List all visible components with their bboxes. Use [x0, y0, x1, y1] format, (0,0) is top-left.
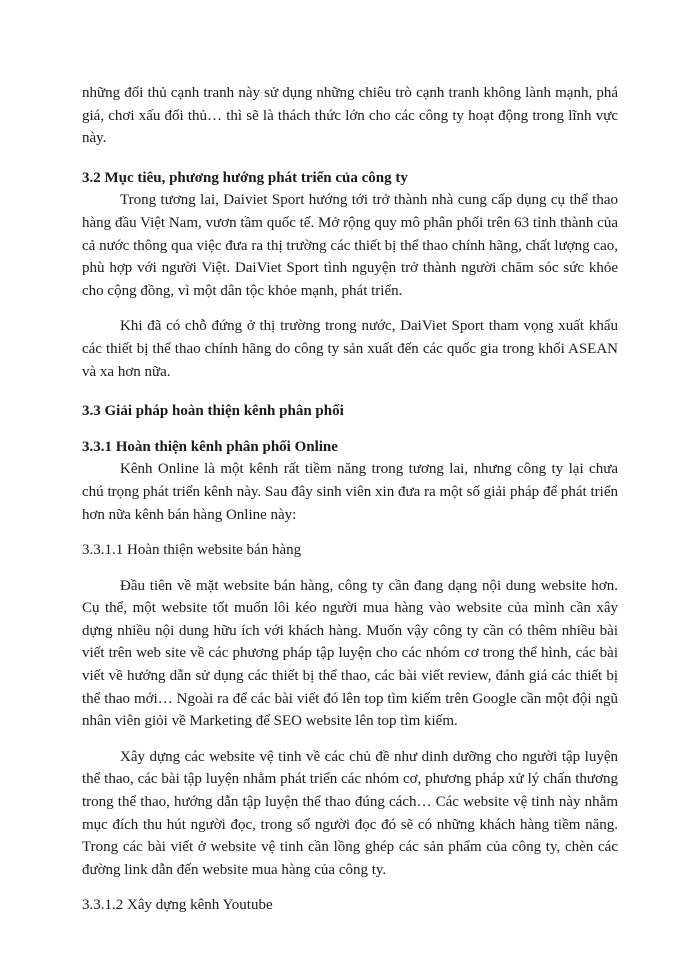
paragraph-goals: Trong tương lai, Daiviet Sport hướng tới trở thành nhà cung cấp dụng cụ thể thao hàng đầu Việt Nam, vươn tầm quốc tế. Mở rộng quy mô phân phối trên 63 tỉnh thành của cả nước thông qua việc đưa ra thị trường các thiết bị thể thao chính hãng, chất lượng cao, phù hợp với người Việt. DaiViet Sport tình nguyện trở thành người chăm sóc sức khỏe cho cộng đồng, vì một dân tộc khỏe mạnh, phát triển. — [82, 192, 618, 299]
heading-section-3-3-1: 3.3.1 Hoàn thiện kênh phân phối Online — [82, 438, 338, 455]
paragraph-continuation: những đối thủ cạnh tranh này sử dụng những chiêu trò cạnh tranh không lành mạnh, phá giá, chơi xấu đối thủ… thì sẽ là thách thức lớn cho các công ty hoạt động trong lĩnh vực này. — [82, 85, 618, 147]
heading-section-3-3-1-2: 3.3.1.2 Xây dựng kênh Youtube — [82, 897, 273, 914]
paragraph-website-content: Đầu tiên về mặt website bán hàng, công ty cần đang dạng nội dung website hơn. Cụ thể, một website tốt muốn lôi kéo người mua hàng vào website của mình cần xây dựng nhiều nội dung hữu ích với khách hàng. Muốn vậy công ty cần có thêm nhiều bài viết trên web site về các phương pháp tập luyện cho các nhóm cơ trong thể hình, các bài viết về hướng dẫn sử dụng các thiết bị thể thao, các bài viết review, đánh giá các thiết bị thể thao mới… Ngoài ra để các bài viết đó lên top tìm kiếm trên Google cần một đội ngũ nhân viên giỏi về Marketing để SEO website lên top tìm kiếm. — [82, 577, 618, 730]
paragraph-online-channel: Kênh Online là một kênh rất tiềm năng trong tương lai, nhưng công ty lại chưa chú trọng phát triển kênh này. Sau đây sinh viên xin đưa ra một số giải pháp để phát triển hơn nữa kênh bán hàng Online này: — [82, 461, 618, 523]
paragraph-export-ambition: Khi đã có chỗ đứng ở thị trường trong nước, DaiViet Sport tham vọng xuất khẩu các thiết bị thể thao chính hãng do công ty sản xuất đến các quốc gia trong khối ASEAN và xa hơn nữa. — [82, 318, 618, 380]
paragraph-satellite-websites: Xây dựng các website vệ tinh về các chủ đề như dinh dưỡng cho người tập luyện thể thao, các bài tập luyện nhằm phát triển các nhóm cơ, phương pháp xử lý chấn thương trong thể thao, hướng dẫn tập luyện thể thao đúng cách… Các website vệ tinh này nhằm mục đích thu hút người đọc, trong số người đọc đó sẽ có những khách hàng tiềm năng. Trong các bài viết ở website vệ tinh cần lồng ghép các sản phẩm của công ty, chèn các đường link dẫn đến website mua hàng của công ty. — [82, 748, 618, 878]
heading-section-3-3-1-1: 3.3.1.1 Hoàn thiện website bán hàng — [82, 542, 302, 559]
heading-section-3-3: 3.3 Giải pháp hoàn thiện kênh phân phối — [82, 403, 344, 420]
heading-section-3-2: 3.2 Mục tiêu, phương hướng phát triển của công ty — [82, 169, 408, 186]
